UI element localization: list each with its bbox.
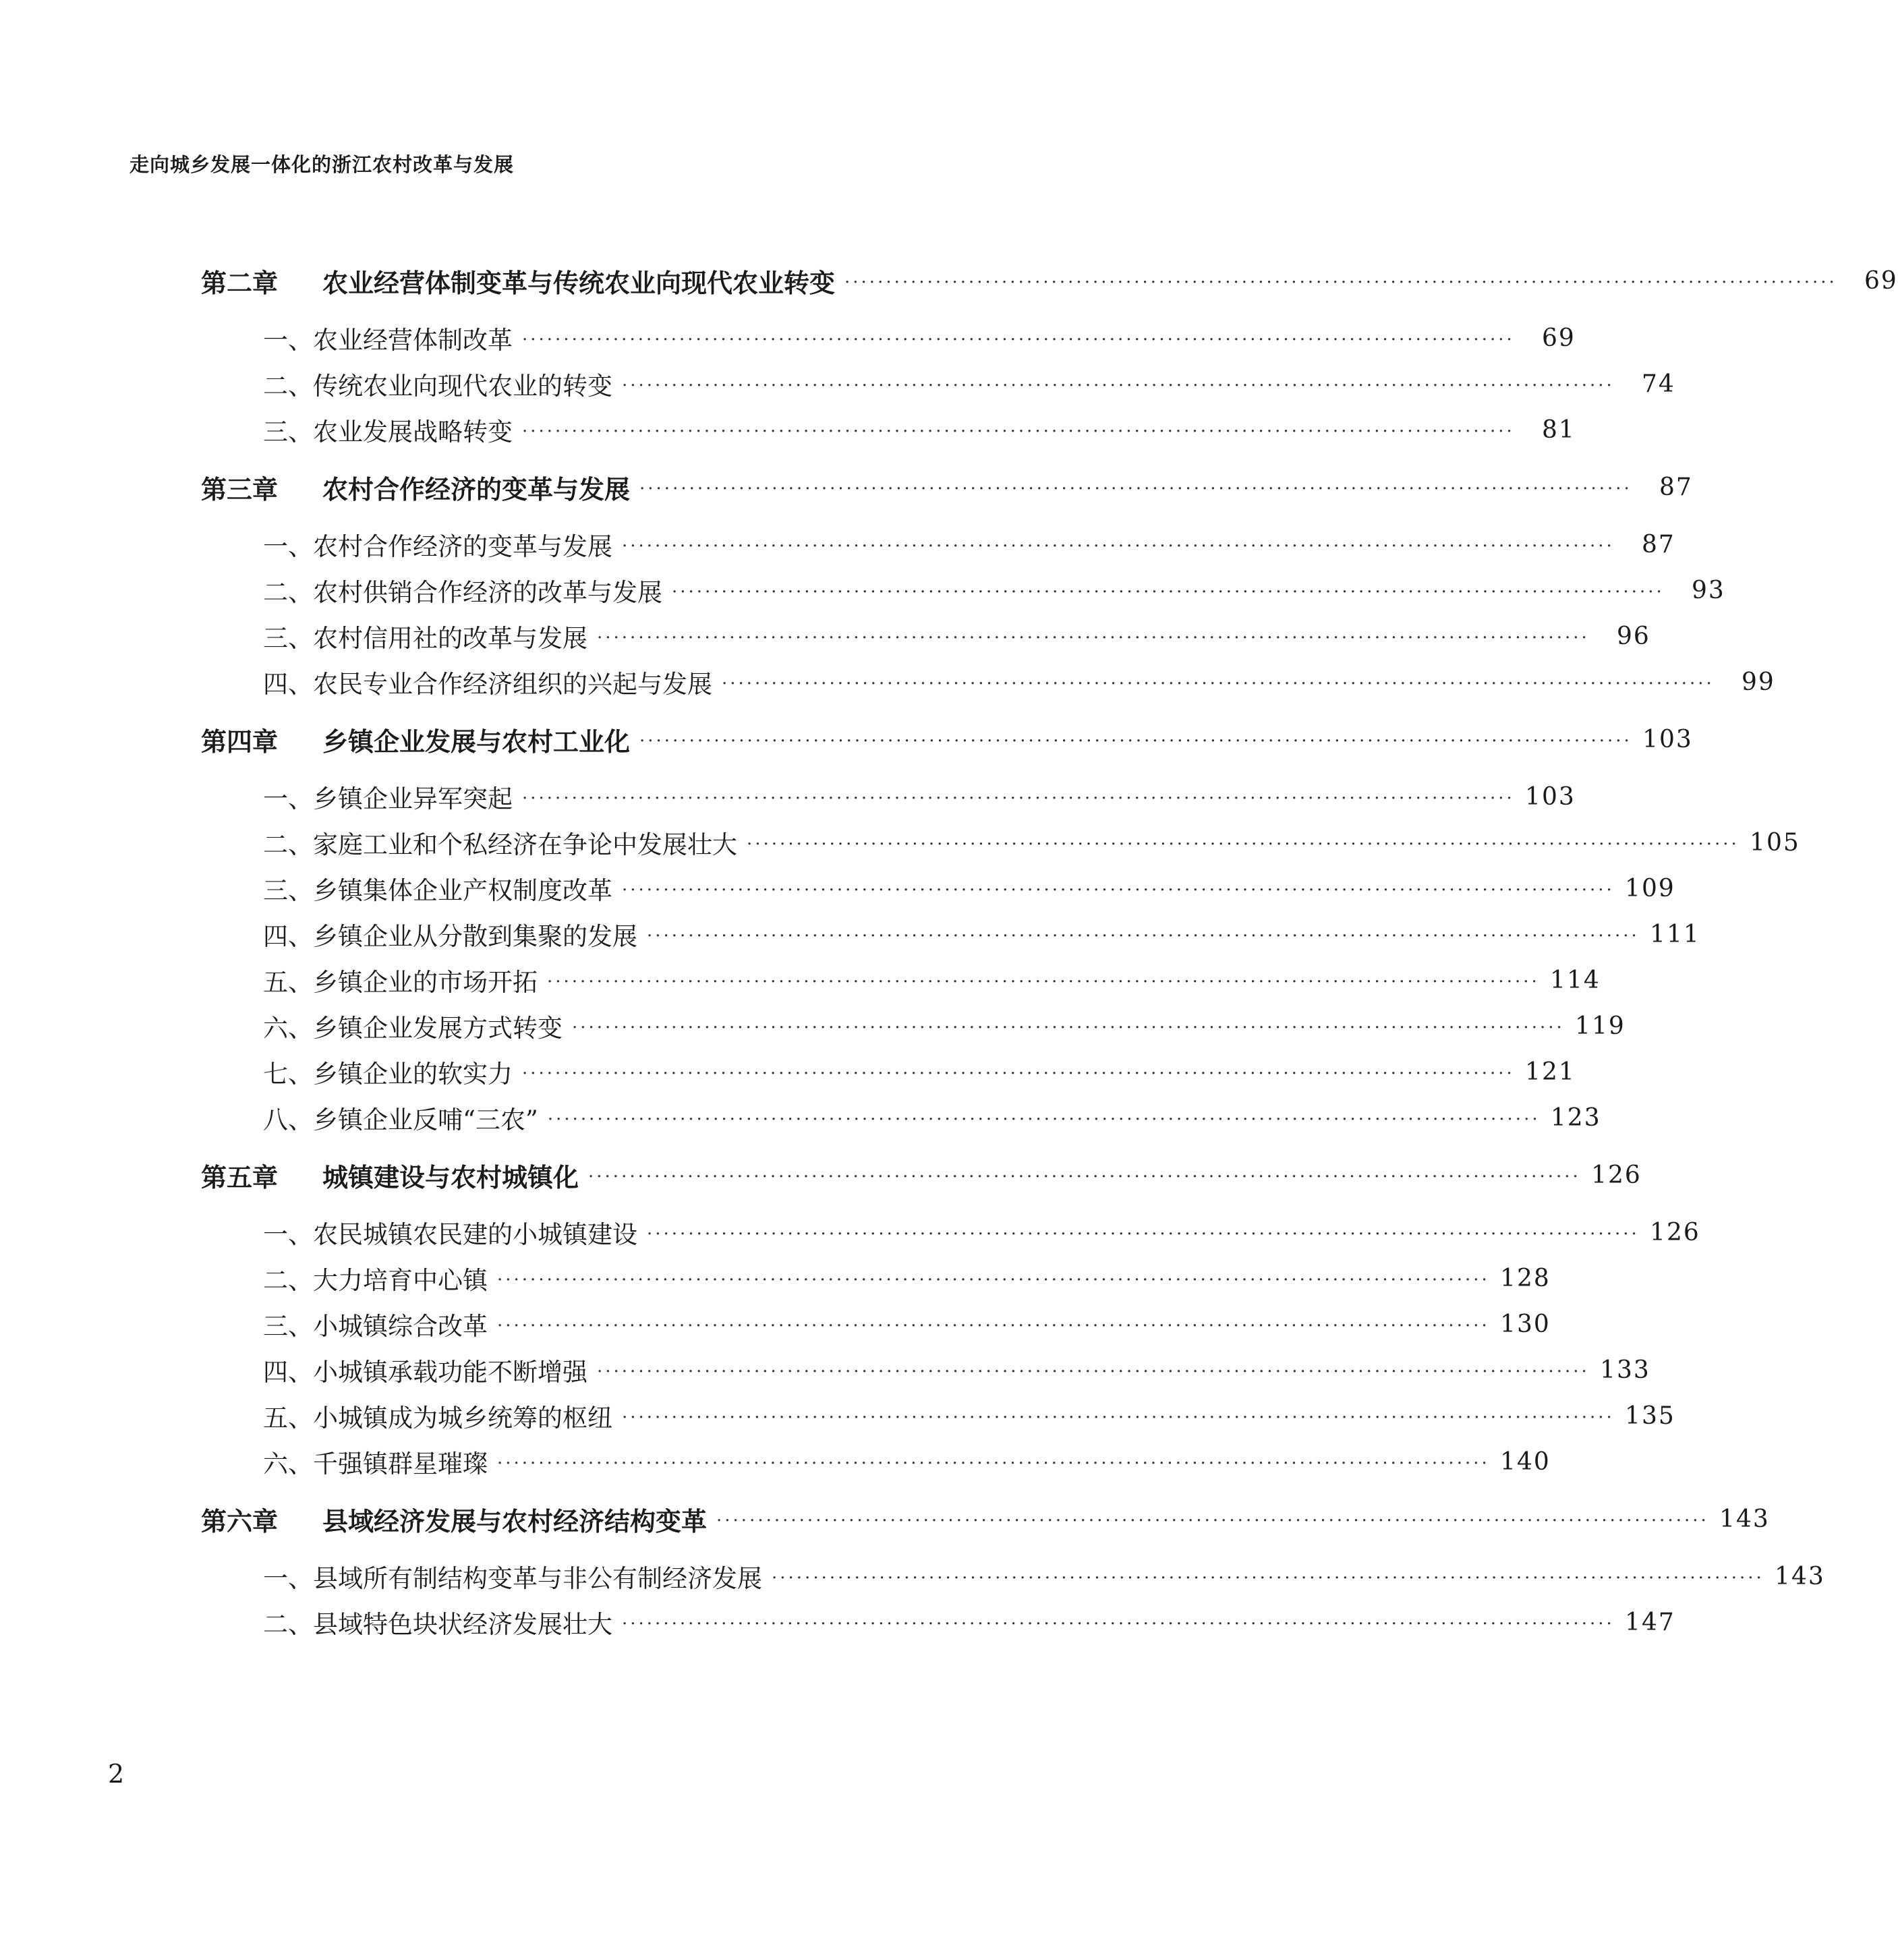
dot-leader: ························································································································ (588, 1167, 1581, 1187)
section-title: 五、小城镇成为城乡统筹的枢纽 (263, 1404, 612, 1433)
dot-leader: ························································································································ (747, 834, 1739, 855)
toc-section-entry[interactable] (201, 1049, 1576, 1095)
section-page-number: 126 (1650, 1218, 1700, 1246)
dot-leader: ························································································································ (522, 788, 1515, 809)
table-of-contents (201, 246, 1898, 1645)
chapter-page-number: 87 (1659, 473, 1693, 501)
toc-chapter-entry[interactable] (201, 705, 1693, 774)
dot-leader: ························································································································ (844, 272, 1837, 293)
page-number: 2 (108, 1759, 125, 1789)
dot-leader: ························································································································ (647, 926, 1640, 946)
dot-leader: ························································································································ (597, 628, 1590, 648)
toc-section-entry[interactable] (201, 819, 1800, 865)
dot-leader: ························································································································ (622, 880, 1615, 900)
section-page-number: 69 (1541, 324, 1576, 352)
chapter-page-number: 126 (1591, 1161, 1642, 1189)
toc-chapter-entry[interactable] (201, 1485, 1770, 1553)
chapter-title: 城镇建设与农村城镇化 (322, 1162, 579, 1192)
dot-leader: ························································································································ (622, 536, 1615, 556)
toc-section-entry[interactable] (201, 1301, 1551, 1347)
section-page-number: 128 (1500, 1264, 1551, 1292)
section-page-number: 87 (1641, 530, 1675, 558)
section-title: 三、乡镇集体企业产权制度改革 (263, 876, 612, 905)
section-page-number: 121 (1525, 1058, 1576, 1086)
dot-leader: ························································································································ (572, 1018, 1565, 1038)
dot-leader: ························································································································ (547, 972, 1540, 992)
section-title: 七、乡镇企业的软实力 (263, 1060, 513, 1089)
chapter-number: 第二章 (201, 268, 279, 298)
section-page-number: 105 (1750, 828, 1800, 857)
section-title: 一、乡镇企业异军突起 (263, 784, 513, 813)
toc-section-entry[interactable] (201, 1599, 1675, 1645)
dot-leader: ························································································································ (639, 479, 1632, 499)
section-title: 三、农村信用社的改革与发展 (263, 624, 587, 653)
dot-leader: ························································································································ (622, 1408, 1615, 1428)
section-page-number: 130 (1500, 1310, 1551, 1338)
dot-leader: ························································································································ (647, 1224, 1640, 1244)
toc-section-entry[interactable] (201, 659, 1775, 705)
toc-section-entry[interactable] (201, 315, 1576, 361)
section-page-number: 96 (1616, 622, 1650, 650)
section-page-number: 109 (1625, 874, 1675, 902)
dot-leader: ························································································································ (639, 731, 1632, 751)
dot-leader: ························································································································ (497, 1316, 1490, 1336)
toc-section-entry[interactable] (201, 1347, 1650, 1393)
chapter-number: 第六章 (201, 1506, 279, 1536)
chapter-page-number: 103 (1642, 725, 1693, 753)
section-title: 一、县域所有制结构变革与非公有制经济发展 (263, 1564, 762, 1593)
toc-chapter-entry[interactable] (201, 1141, 1642, 1209)
chapter-title: 农村合作经济的变革与发展 (322, 474, 631, 505)
section-title: 一、农民城镇农民建的小城镇建设 (263, 1220, 637, 1249)
section-page-number: 123 (1550, 1103, 1601, 1132)
running-header: 走向城乡发展一体化的浙江农村改革与发展 (130, 153, 515, 176)
dot-leader: ························································································································ (522, 422, 1515, 442)
section-page-number: 114 (1550, 966, 1601, 994)
section-page-number: 93 (1691, 576, 1725, 604)
dot-leader: ························································································································ (722, 674, 1715, 694)
section-title: 二、县域特色块状经济发展壮大 (263, 1610, 612, 1639)
section-title: 二、大力培育中心镇 (263, 1266, 488, 1295)
chapter-title: 农业经营体制变革与传统农业向现代农业转变 (322, 268, 836, 298)
chapter-title: 县域经济发展与农村经济结构变革 (322, 1506, 708, 1536)
section-title: 三、小城镇综合改革 (263, 1312, 488, 1341)
section-page-number: 74 (1641, 370, 1675, 398)
section-page-number: 119 (1575, 1012, 1626, 1040)
section-title: 三、农业发展战略转变 (263, 417, 513, 446)
section-page-number: 111 (1650, 920, 1700, 948)
dot-leader: ························································································································ (622, 376, 1615, 396)
section-page-number: 140 (1500, 1447, 1551, 1476)
section-page-number: 135 (1625, 1402, 1675, 1430)
toc-section-entry[interactable] (201, 567, 1725, 613)
section-title: 六、千强镇群星璀璨 (263, 1449, 488, 1478)
chapter-page-number: 143 (1719, 1505, 1770, 1533)
section-title: 四、乡镇企业从分散到集聚的发展 (263, 922, 637, 951)
dot-leader: ························································································································ (716, 1511, 1709, 1531)
section-title: 一、农业经营体制改革 (263, 326, 513, 355)
toc-section-entry[interactable] (201, 774, 1576, 819)
chapter-number: 第五章 (201, 1162, 279, 1192)
section-page-number: 103 (1525, 782, 1576, 811)
toc-section-entry[interactable] (201, 957, 1601, 1003)
section-title: 二、家庭工业和个私经济在争论中发展壮大 (263, 830, 737, 859)
chapter-number: 第四章 (201, 726, 279, 757)
toc-section-entry[interactable] (201, 911, 1700, 957)
toc-section-entry[interactable] (201, 1553, 1825, 1599)
toc-chapter-entry[interactable] (201, 453, 1693, 521)
toc-section-entry[interactable] (201, 1209, 1700, 1255)
toc-section-entry[interactable] (201, 1003, 1626, 1049)
toc-section-entry[interactable] (201, 1393, 1675, 1439)
toc-section-entry[interactable] (201, 407, 1576, 453)
section-title: 二、传统农业向现代农业的转变 (263, 372, 612, 401)
section-title: 一、农村合作经济的变革与发展 (263, 532, 612, 561)
dot-leader: ························································································································ (522, 330, 1515, 350)
section-title: 五、乡镇企业的市场开拓 (263, 968, 538, 997)
toc-section-entry[interactable] (201, 1095, 1601, 1141)
section-page-number: 133 (1600, 1356, 1650, 1384)
toc-section-entry[interactable] (201, 865, 1675, 911)
dot-leader: ························································································································ (597, 1362, 1590, 1382)
section-page-number: 99 (1741, 668, 1775, 696)
section-page-number: 147 (1625, 1608, 1675, 1636)
section-title: 八、乡镇企业反哺“三农” (263, 1105, 538, 1134)
dot-leader: ························································································································ (772, 1568, 1764, 1588)
section-page-number: 81 (1541, 415, 1576, 444)
section-title: 二、农村供销合作经济的改革与发展 (263, 578, 662, 607)
chapter-title: 乡镇企业发展与农村工业化 (322, 726, 631, 757)
section-title: 四、小城镇承载功能不断增强 (263, 1358, 587, 1387)
toc-chapter-entry[interactable] (201, 246, 1898, 315)
dot-leader: ························································································································ (497, 1270, 1490, 1290)
dot-leader: ························································································································ (672, 582, 1665, 602)
dot-leader: ························································································································ (547, 1109, 1541, 1130)
chapter-page-number: 69 (1864, 266, 1898, 295)
dot-leader: ························································································································ (497, 1453, 1490, 1474)
toc-section-entry[interactable] (201, 361, 1675, 407)
section-page-number: 143 (1775, 1562, 1825, 1590)
section-title: 四、农民专业合作经济组织的兴起与发展 (263, 670, 712, 699)
section-title: 六、乡镇企业发展方式转变 (263, 1014, 563, 1043)
toc-section-entry[interactable] (201, 1439, 1551, 1485)
chapter-number: 第三章 (201, 474, 279, 505)
dot-leader: ························································································································ (522, 1064, 1515, 1084)
toc-section-entry[interactable] (201, 1255, 1551, 1301)
toc-section-entry[interactable] (201, 613, 1650, 659)
toc-section-entry[interactable] (201, 521, 1675, 567)
dot-leader: ························································································································ (622, 1614, 1615, 1634)
